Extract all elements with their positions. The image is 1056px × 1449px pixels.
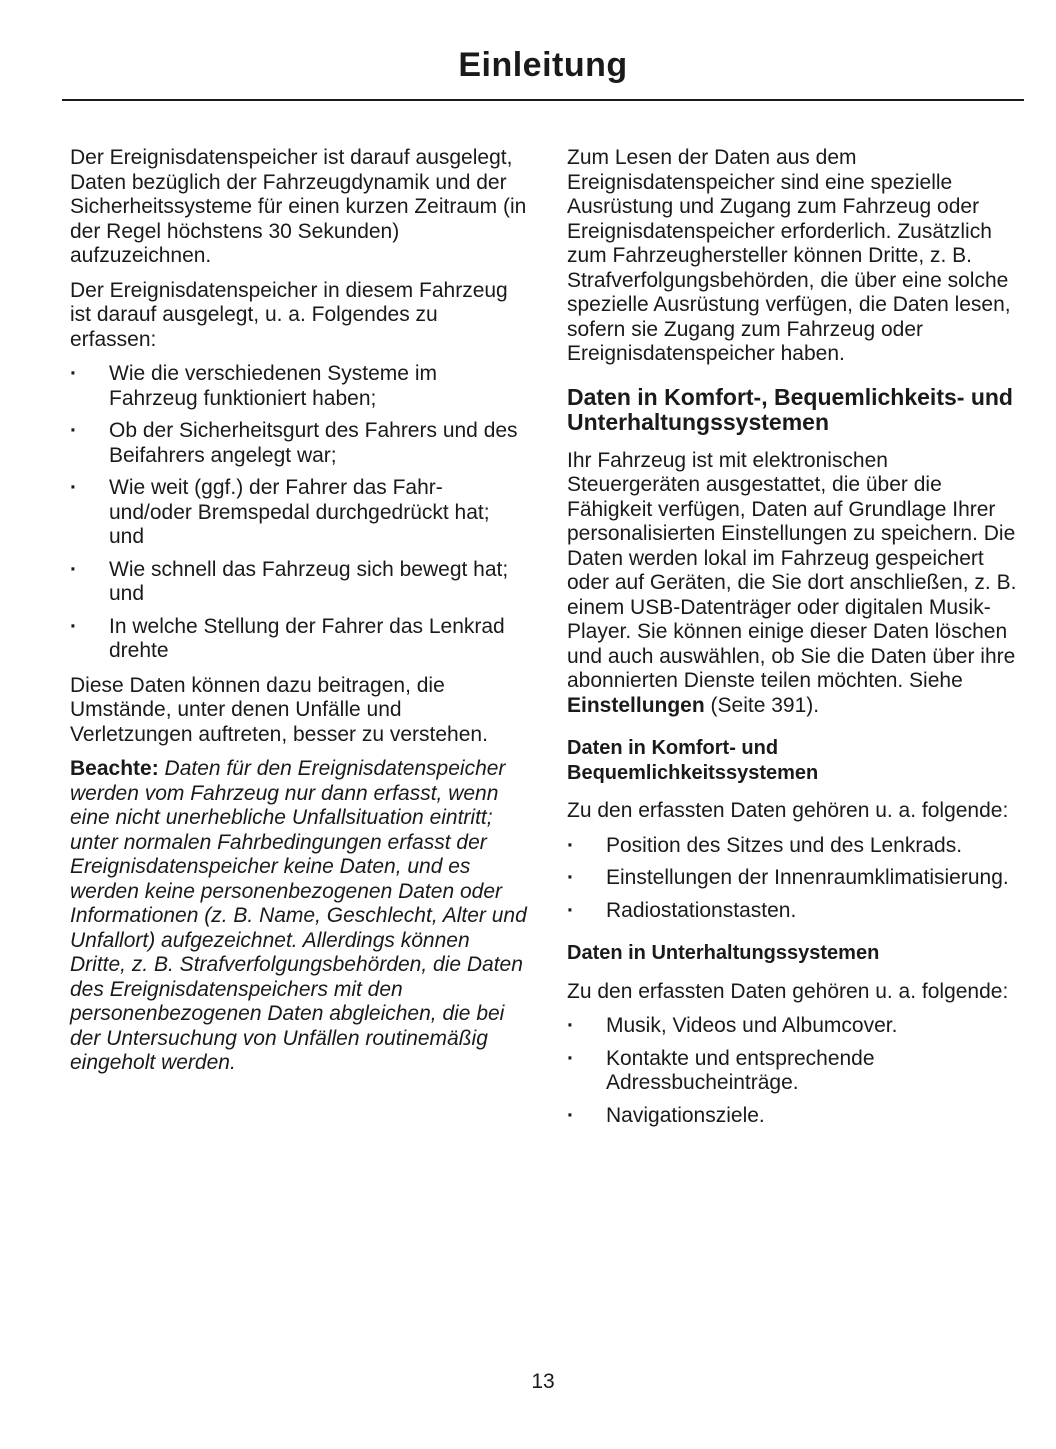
title-divider — [62, 99, 1024, 101]
page-number: 13 — [531, 1370, 555, 1393]
paragraph-text: Ihr Fahrzeug ist mit elektronischen Steuergeräten ausgestattet, die über die Fähigkeit verfügen, Daten auf Grundlage Ihrer personalisierten Einstellungen zu speichern. Die Daten werden lokal im Fahrzeug gespeichert oder auf Geräten, die Sie dort anschließen, z. B. einem USB-Datenträger oder digitalen Musik-Player. Sie können einige dieser Daten löschen und auch auswählen, ob Sie die Daten über ihre abonnierten Dienste teilen möchten. Siehe — [567, 448, 1017, 692]
note-label: Beachte: — [70, 757, 159, 780]
list-item: · Wie schnell das Fahrzeug sich bewegt hat; und — [70, 558, 528, 607]
note — [70, 757, 528, 1076]
bullet-list — [567, 1014, 1025, 1128]
list-item: · Wie weit (ggf.) der Fahrer das Fahr- und/oder Bremspedal durchgedrückt hat; und — [70, 476, 528, 550]
list-item: · Position des Sitzes und des Lenkrads. — [567, 834, 1025, 859]
bullet-list — [567, 834, 1025, 924]
paragraph: Zu den erfassten Daten gehören u. a. folgende: — [567, 979, 1009, 1003]
left-column — [70, 146, 528, 1086]
list-item: · Wie die verschiedenen Systeme im Fahrzeug funktioniert haben; — [70, 362, 528, 411]
list-item: · Musik, Videos und Albumcover. — [567, 1014, 1025, 1039]
section-heading: Daten in Komfort-, Bequemlichkeits- und Unterhaltungssystemen — [567, 383, 1013, 435]
list-item: · Kontakte und entsprechende Adressbucheinträge. — [567, 1047, 1025, 1096]
list-item: · In welche Stellung der Fahrer das Lenkrad drehte — [70, 615, 528, 664]
paragraph — [567, 449, 1025, 719]
bullet-list — [70, 362, 528, 664]
list-item: · Radiostationstasten. — [567, 899, 1025, 924]
paragraph: Zu den erfassten Daten gehören u. a. folgende: — [567, 799, 1009, 822]
page-title: Einleitung — [458, 46, 628, 84]
paragraph: Zum Lesen der Daten aus dem Ereignisdatenspeicher sind eine spezielle Ausrüstung und Zugang zum Fahrzeug oder Ereignisdatenspeicher erforderlich. Zusätzlich zum Fahrzeughersteller können Dritte, z. B. Strafverfolgungsbehörden, die über eine solche spezielle Ausrüstung verfügen, die Daten lesen, sofern sie Zugang zum Fahrzeug oder Ereignisdatenspeicher haben. — [567, 146, 1011, 365]
page-reference: (Seite 391). — [710, 693, 820, 717]
paragraph: Diese Daten können dazu beitragen, die Umstände, unter denen Unfälle und Verletzungen auftreten, besser zu verstehen. — [70, 673, 488, 746]
right-column — [567, 146, 1025, 1138]
list-item: · Ob der Sicherheitsgurt des Fahrers und des Beifahrers angelegt war; — [70, 419, 528, 468]
paragraph: Der Ereignisdatenspeicher in diesem Fahrzeug ist darauf ausgelegt, u. a. Folgendes zu erfassen: — [70, 278, 508, 351]
note-text: Daten für den Ereignisdatenspeicher werden vom Fahrzeug nur dann erfasst, wenn eine nicht unerhebliche Unfallsituation eintritt; unter normalen Fahrbedingungen erfasst der Ereignisdatenspeicher keine Daten, und es werden keine personenbezogenen Daten oder Informationen (z. B. Name, Geschlecht, Alter und Unfallort) aufgezeichnet. Allerdings können Dritte, z. B. Strafverfolgungsbehörden, die Daten des Ereignisdatenspeichers mit den personenbezogenen Daten abgleichen, die bei der Untersuchung von Unfällen routinemäßig eingeholt werden. — [70, 757, 527, 1074]
cross-reference-link[interactable]: Einstellungen — [567, 693, 705, 717]
list-item: · Navigationsziele. — [567, 1104, 1025, 1129]
list-item: · Einstellungen der Innenraumklimatisierung. — [567, 866, 1025, 891]
paragraph: Der Ereignisdatenspeicher ist darauf ausgelegt, Daten bezüglich der Fahrzeugdynamik und der Sicherheitssysteme für einen kurzen Zeitraum (in der Regel höchstens 30 Sekunden) aufzuzeichnen. — [70, 146, 527, 267]
subsection-heading: Daten in Unterhaltungssystemen — [567, 942, 880, 964]
subsection-heading: Daten in Komfort- und Bequemlichkeitssystemen — [567, 737, 819, 784]
